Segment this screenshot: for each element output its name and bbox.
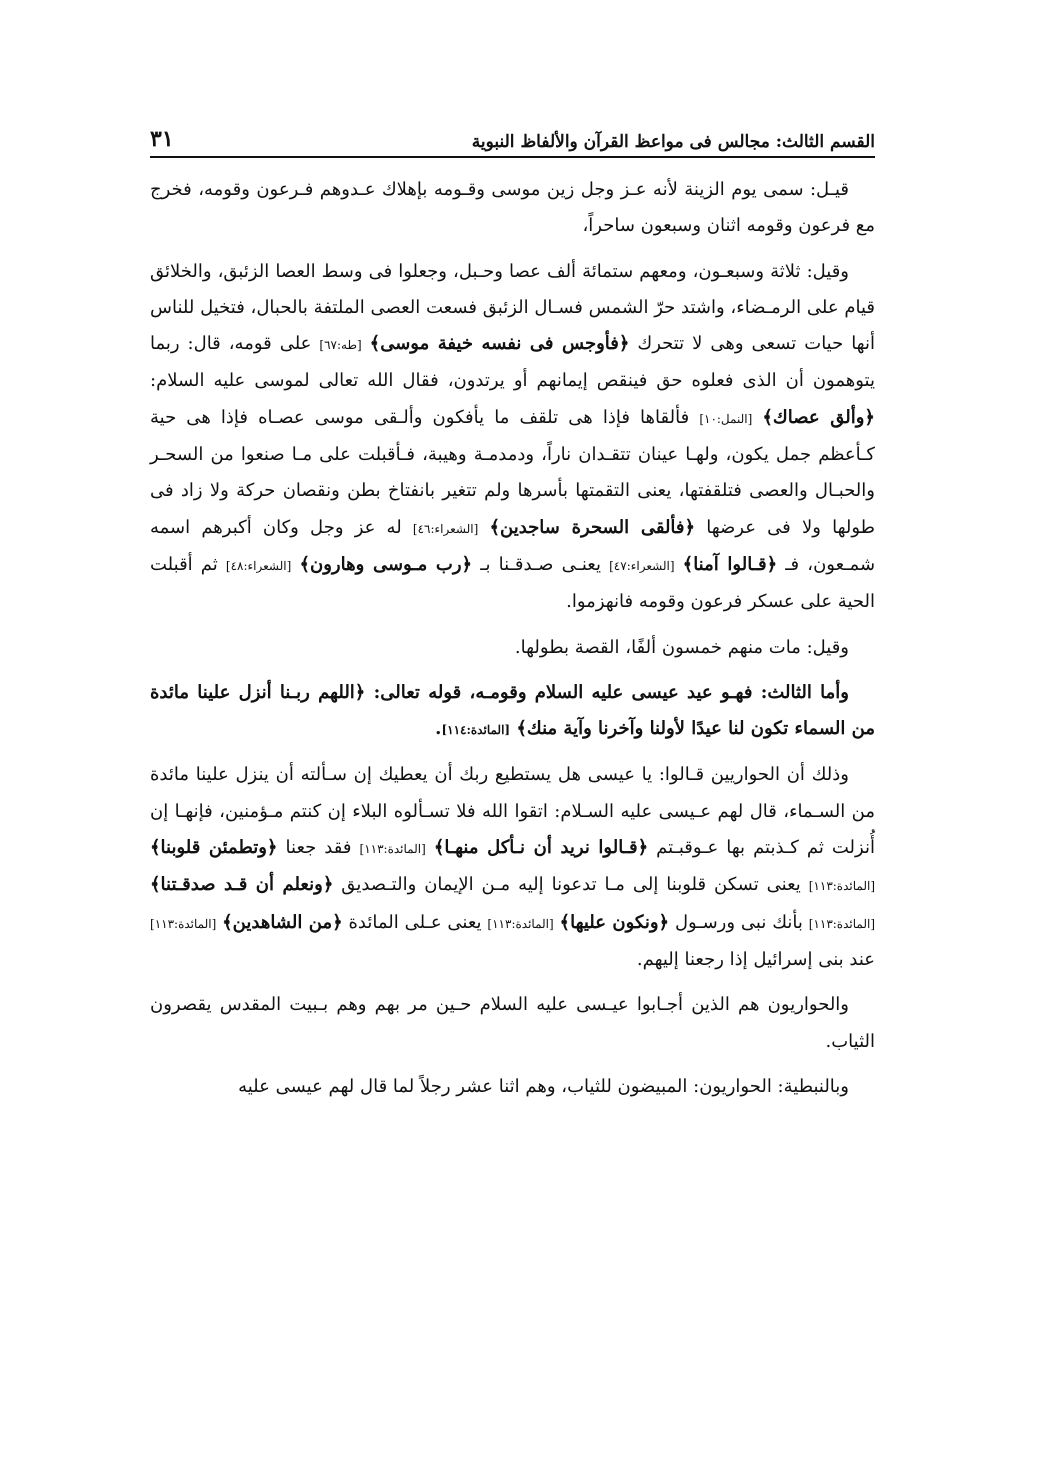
running-header-title: القسم الثالث: مجالس فى مواعظ القرآن والألفاظ النبوية — [471, 132, 875, 152]
body-text — [150, 172, 875, 1105]
verse-reference: [الشعراء:٤٧] — [609, 558, 675, 573]
text-span: وقيل: ثلاثة وسبعـون، ومعهم ستمائة ألف عصا وحـبل، وجعلوا فى وسط العصا الزئبق، والخلائق قيام على الرمـضاء، واشتد حرّ الشمس فسـال الزئبق فسعت العصى الملتفة بالحبال، فتخيل للناس أنها حيات تسعى وهى لا تتحرك — [150, 260, 875, 355]
verse-reference: [المائدة:١١٣] — [808, 879, 875, 894]
paragraph-1: قيـل: سمى يوم الزينة لأنه عـز وجل زين موسى وقـومه بإهلاك عـدوهم فـرعون وقومه، فخرج مع فرعون وقومه اثنان وسبعون ساحراً، — [150, 179, 875, 237]
paragraph-7: وبالنبطية: الحواريون: المبيضون للثياب، وهم اثنا عشر رجلاً لما قال لهم عيسى عليه — [238, 1075, 849, 1097]
verse-reference: [الشعراء:٤٨] — [225, 558, 292, 573]
text-span: وذلك أن الحواريين قـالوا: يا عيسى هل يستطيع ربك أن يعطيك إن سـألته أن ينزل علينا مائدة من السـماء، قال لهم عـيسى عليه السـلام: اتقوا الله فلا تسـألوه البلاء إن كنتم مـؤمنين، فإنهـا إن أُنزلت ثم كـذبتم بها عـوقبـتم — [150, 764, 875, 859]
page-header — [150, 118, 875, 158]
quran-quote: ﴿وتطمئن قلوبنا﴾ — [150, 837, 278, 859]
text-span: ثم أقبلت الحية على عسكر فرعون وقومه فانهزموا. — [150, 553, 875, 613]
text-span: بأنك نبى ورسـول — [669, 911, 809, 933]
text-span: على قومه، قال: ربما يتوهمون أن الذى فعلوه حق فينقص إيمانهم أو يرتدون، فقال الله تعالى لموسى عليه السلام: — [150, 333, 875, 392]
verse-reference: [المائدة:١١٣] — [487, 916, 554, 931]
paragraph-4 — [150, 675, 875, 749]
quran-quote: ﴿فألقى السحرة ساجدين﴾ — [489, 516, 696, 538]
verse-reference: [المائدة:١١٣] — [359, 842, 426, 857]
quran-quote: ﴿من الشاهدين﴾ — [222, 911, 343, 933]
paragraph-6: والحواريون هم الذين أجـابوا عيـسى عليه السلام حـين مر بهم وهم بـبيت المقدس يقصرون الثياب. — [150, 994, 875, 1052]
quran-quote: ﴿قـالوا نريد أن نـأكل منهـا﴾ — [433, 837, 649, 859]
text-span: فقد جعنا — [277, 837, 360, 859]
verse-reference: [المائدة:١١٣] — [150, 916, 217, 931]
quran-quote: ﴿وألق عصاك﴾ — [762, 406, 875, 428]
book-page — [150, 118, 875, 1114]
verse-reference: [المائدة:١١٣] — [808, 916, 875, 931]
text-span: يعنى تسكن قلوبنا إلى مـا تدعونا إليه مـن الإيمان والتـصديق — [333, 874, 809, 896]
verse-reference: [الشعراء:٤٦] — [412, 521, 479, 536]
quran-quote: ﴿فأوجس فى نفسه خيفة موسى﴾ — [369, 333, 630, 355]
text-span: عند بنى إسرائيل إذا رجعنا إليهم. — [636, 948, 875, 970]
text-span: . — [435, 718, 442, 740]
quran-quote: ﴿ونكون عليها﴾ — [559, 911, 670, 933]
text-span: يعنـى صـدقـنا بـ — [472, 553, 610, 575]
quran-quote: ﴿رب مـوسى وهارون﴾ — [299, 553, 473, 575]
quran-quote: ﴿ونعلم أن قـد صدقـتنا﴾ — [150, 874, 334, 896]
paragraph-2 — [150, 254, 875, 621]
quran-quote: ﴿اللهم ربـنا أنزل علينا مائدة من السماء تكون لنا عيدًا لأولنا وآخرنا وآية منك﴾ — [150, 681, 875, 740]
text-span: يعنى عـلى المائدة — [342, 911, 488, 933]
text-span: له عز وجل وكان أكبرهم اسمه شمـعون، فـ — [150, 516, 876, 575]
page-number: ٣١ — [150, 126, 174, 152]
verse-reference: [المائدة:١١٤] — [441, 723, 511, 738]
verse-reference: [طه:٦٧] — [319, 338, 362, 353]
text-span: فألقاها فإذا هى تلقف ما يأفكون وألـقى موسى عصـاه فإذا هى حية كـأعظم جمل يكون، ولهـا عينان تتقـدان ناراً، ودمدمـة وهيبة، فـأقبلت على مـا صنعوا من السحـر والحبـال والعصى فتلقفتها، يعنى التقمتها بأسرها ولم تتغير بانفتاخ بطن ونقصان حركة ولا زاد فى طولها ولا فى عرضها — [150, 406, 875, 538]
verse-reference: [النمل:١٠] — [699, 411, 753, 426]
paragraph-3: وقيل: مات منهم خمسون ألفًا، القصة بطولها. — [514, 636, 849, 658]
paragraph-5 — [150, 757, 875, 978]
quran-quote: ﴿قـالوا آمنا﴾ — [682, 553, 778, 575]
text-span: وأما الثالث: فهـو عيد عيسى عليه السلام وقومـه، قوله تعالى: — [365, 681, 850, 703]
